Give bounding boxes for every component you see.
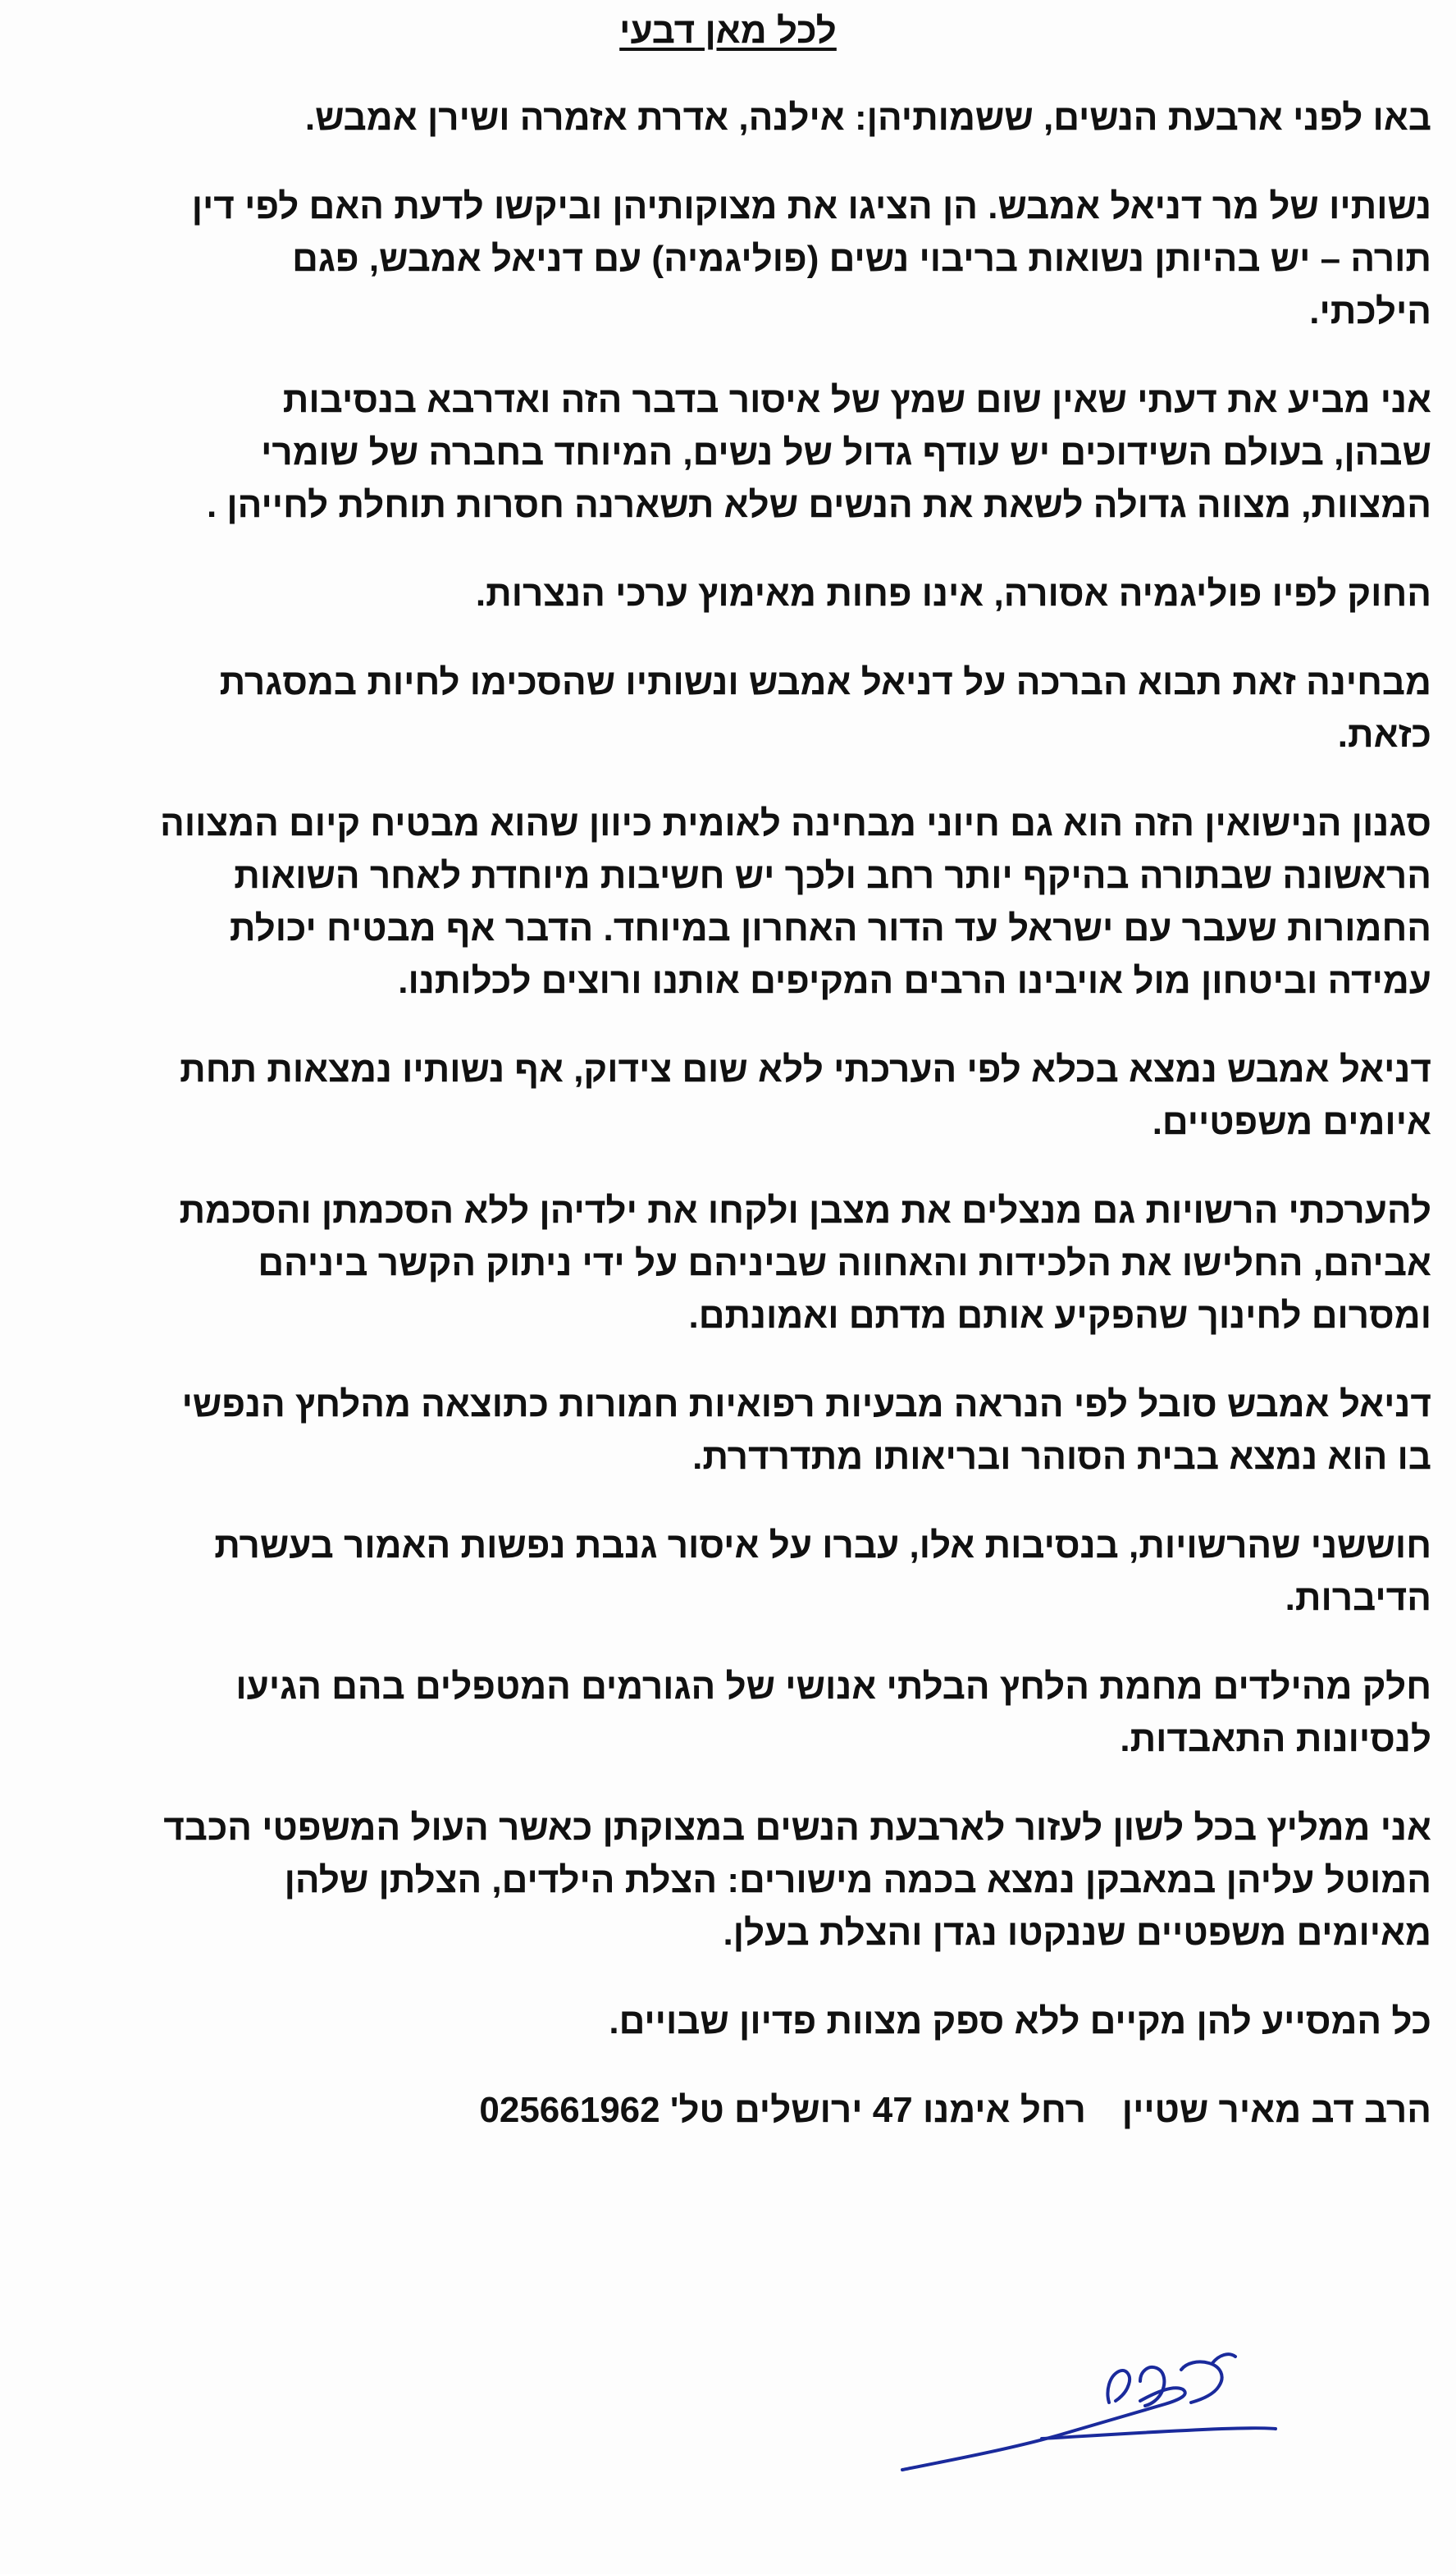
signature-stroke	[902, 2388, 1185, 2470]
text-line: החמורות שעבר עם ישראל עד הדור האחרון במיוחד. הדבר אף מבטיח יכולת	[229, 908, 1431, 949]
text-line: אביהם, החלישו את הלכידות והאחווה שביניהם על ידי ניתוק הקשר ביניהם	[258, 1243, 1431, 1283]
text-line: מאיומים משפטיים שננקטו נגדן והצלת בעלן.	[723, 1913, 1431, 1953]
text-line: כל המסייע להן מקיים ללא ספק מצוות פדיון שבויים.	[609, 2001, 1431, 2041]
handwritten-signature	[894, 2347, 1280, 2494]
text-line: איומים משפטיים.	[1152, 1102, 1431, 1142]
text-line: סגנון הנישואין הזה הוא גם חיוני מבחינה לאומית כיוון שהוא מבטיח קיום המצווה	[160, 803, 1431, 844]
paragraph-health	[25, 1378, 1431, 1484]
text-line: כזאת.	[1337, 715, 1431, 755]
text-line: חלק מהילדים מחמת הלחץ הבלתי אנושי של הגורמים המטפלים בהם הגיעו	[235, 1666, 1431, 1707]
text-line: המצוות, מצווה גדולה לשאת את הנשים שלא תשארנה חסרות תוחלת לחייהן .	[206, 485, 1431, 525]
text-line: הראשונה שבתורה בהיקף יותר רחב ולכך יש חשיבות מיוחדת לאחר השואות	[234, 856, 1431, 896]
text-line: דניאל אמבש נמצא בכלא לפי הערכתי ללא שום צידוק, אף נשותיו נמצאות תחת	[180, 1049, 1431, 1090]
text-line: עמידה וביטחון מול אויבינו הרבים המקיפים אותנו ורוצים לכלותנו.	[398, 961, 1431, 1001]
text-line: בו הוא נמצא בבית הסוהר ובריאותו מתדרדרת.	[692, 1437, 1431, 1477]
paragraph-pressure	[25, 1661, 1431, 1766]
page-title: לכל מאן דבעי	[619, 11, 837, 51]
text-line: אני מביע את דעתי שאין שום שמץ של איסור בדבר הזה ואדרבא בנסיבות	[282, 380, 1431, 420]
paragraph-national	[25, 798, 1431, 1008]
text-line: הדיברות.	[1285, 1578, 1431, 1618]
text-line: לנסיונות התאבדות.	[1120, 1719, 1431, 1759]
paragraph-prison	[25, 1044, 1431, 1149]
text-line: להערכתי הרשויות גם מנצלים את מצבן ולקחו את ילדיהן ללא הסכמתן והסכמת	[179, 1191, 1431, 1231]
text-line: חוששני שהרשויות, בנסיבות אלו, עברו על איסור גנבת נפשות האמור בעשרת	[214, 1525, 1431, 1566]
signer-address: רחל אימנו 47 ירושלים טל'	[669, 2090, 1086, 2130]
paragraph-closing	[25, 1996, 1431, 2048]
paragraph-question	[25, 181, 1431, 338]
signer-name: הרב דב מאיר שטיין	[1121, 2090, 1431, 2130]
signature-stroke	[1108, 2371, 1130, 2403]
text-line: אני ממליץ בכל לשון לעזור לארבעת הנשים במצוקתן כאשר העול המשפטי הכבד	[163, 1808, 1431, 1848]
signature-stroke	[1212, 2354, 1235, 2363]
text-line: החוק לפיו פוליגמיה אסורה, אינו פחות מאימוץ ערכי הנצרות.	[475, 574, 1431, 614]
paragraph-children	[25, 1185, 1431, 1342]
text-line: הילכתי.	[1309, 291, 1431, 331]
text-line: ומסרום לחינוך שהפקיע אותם מדתם ואמונתם.	[688, 1296, 1431, 1336]
paragraph-prohibition	[25, 1520, 1431, 1625]
text-line: המוטל עליהן במאבקן נמצא בכמה מישורים: הצלת הילדים, הצלתן שלהן	[284, 1860, 1431, 1900]
paragraph-law	[25, 568, 1431, 620]
signer-phone: 025661962	[479, 2090, 660, 2130]
paragraph-recommendation	[25, 1802, 1431, 1959]
text-line: דניאל אמבש סובל לפי הנראה מבעיות רפואיות חמורות כתוצאה מהלחץ הנפשי	[181, 1384, 1431, 1424]
paragraph-opinion	[25, 374, 1431, 532]
text-line: נשותיו של מר דניאל אמבש. הן הציגו את מצוקותיהן וביקשו לדעת האם לפי דין	[191, 186, 1431, 226]
text-line: מבחינה זאת תבוא הברכה על דניאל אמבש ונשותיו שהסכימו לחיות במסגרת	[219, 662, 1431, 702]
signature-stroke	[1181, 2361, 1222, 2403]
signature-line	[25, 2084, 1431, 2137]
paragraph-witnesses	[25, 92, 1431, 144]
letter-body	[25, 92, 1431, 2137]
text-line: תורה – יש בהיותן נשואות בריבוי נשים (פוליגמיה) עם דניאל אמבש, פגם	[292, 239, 1431, 279]
paragraph-blessing	[25, 656, 1431, 761]
text-line: שבהן, בעולם השידוכים יש עודף גדול של נשים, המיוחד בחברה של שומרי	[261, 432, 1431, 473]
text-line: באו לפני ארבעת הנשים, ששמותיהן: אילנה, אדרת אזמרה ושירן אמבש.	[304, 98, 1431, 138]
